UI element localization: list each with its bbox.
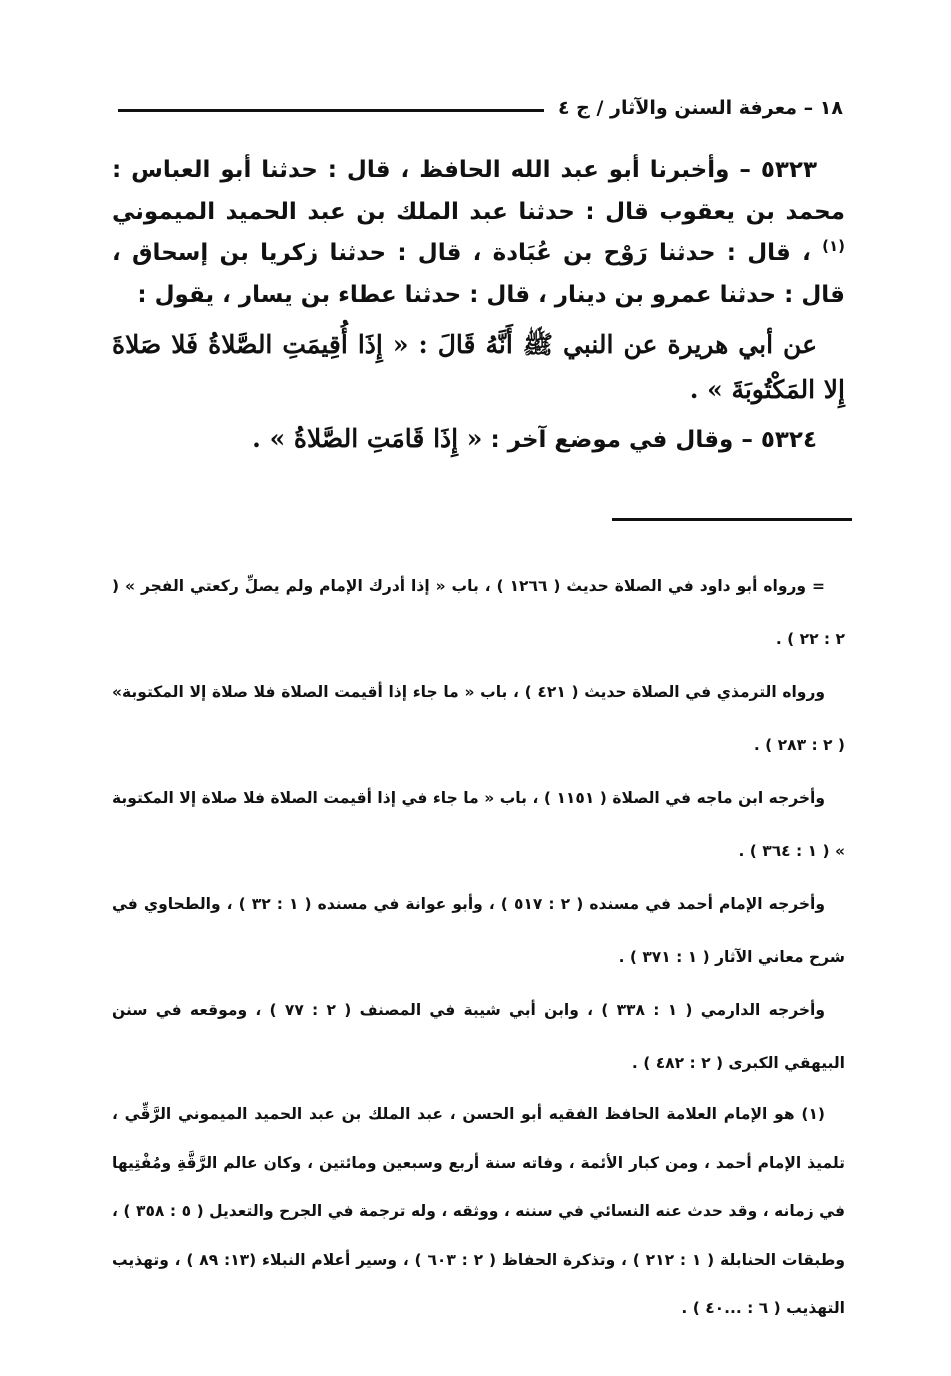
- hadith-quote: « إِذَا أُقِيمَتِ الصَّلاةُ فَلا صَلاةَ إِلا المَكْتُوبَةَ » .: [112, 330, 845, 404]
- footnote-darimi: وأخرجه الدارمي ( ١ : ٣٣٨ ) ، وابن أبي شيبة في المصنف ( ٢ : ٧٧ ) ، وموقعه في سنن البيهقي الكبرى ( ٢ : ٤٨٢ ) .: [112, 1001, 845, 1072]
- hadith-5324-text: ٥٣٢٤ – وقال في موضع آخر :: [490, 427, 817, 453]
- hadith-5323-intro: ٥٣٢٣ – وأخبرنا أبو عبد الله الحافظ ، قال : حدثنا أبو العباس : محمد بن يعقوب قال : حدثنا عبد الملك بن عبد الحميد الميموني: [112, 157, 845, 225]
- footnote-abu-dawud: = ورواه أبو داود في الصلاة حديث ( ١٢٦٦ ) ، باب « إذا أدرك الإمام ولم يصلِّ ركعتي الفجر » ( ٢ : ٢٢ ) .: [112, 577, 845, 648]
- footnote-ibn-majah: وأخرجه ابن ماجه في الصلاة ( ١١٥١ ) ، باب « ما جاء في إذا أقيمت الصلاة فلا صلاة إلا المكتوبة » ( ١ : ٣٦٤ ) .: [112, 789, 845, 860]
- hadith-narration: عن أبي هريرة عن النبي ﷺ أَنَّهُ قَالَ :: [418, 330, 817, 359]
- footnotes: [112, 560, 845, 1333]
- footnote-ahmad: وأخرجه الإمام أحمد في مسنده ( ٢ : ٥١٧ ) ، وأبو عوانة في مسنده ( ١ : ٣٢ ) ، والطحاوي في شرح معاني الآثار ( ١ : ٣٧١ ) .: [112, 895, 845, 966]
- footnote-tirmidhi: ورواه الترمذي في الصلاة حديث ( ٤٢١ ) ، باب « ما جاء إذا أقيمت الصلاة فلا صلاة إلا المكتوبة» ( ٢ : ٢٨٣ ) .: [112, 683, 845, 754]
- hadith-5323-chain: [112, 150, 845, 316]
- running-header: [118, 92, 843, 124]
- hadith-5323-rest: ، قال : حدثنا رَوْح بن عُبَادة ، قال : حدثنا زكريا بن إسحاق ، قال : حدثنا عمرو بن دينار ، قال : حدثنا عطاء بن يسار ، يقول :: [112, 240, 845, 308]
- footnote-separator: [612, 518, 852, 521]
- header-rule: [118, 109, 544, 112]
- hadith-5324: [112, 418, 845, 462]
- running-head-text: ١٨ – معرفة السنن والآثار / ج ٤: [557, 97, 843, 119]
- hadith-5324-quote: « إِذَا قَامَتِ الصَّلاةُ » .: [252, 424, 483, 453]
- footnote-1-biography: (١) هو الإمام العلامة الحافظ الفقيه أبو الحسن ، عبد الملك بن عبد الحميد الميموني الرَّقِّي ، تلميذ الإمام أحمد ، ومن كبار الأئمة ، وفاته سنة أربع وسبعين ومائتين ، وكان عالم الرَّقَّةِ ومُفْتِيها في زمانه ، وقد حدث عنه النسائي في سننه ، ووثقه ، وله ترجمة في الجرح والتعديل ( ٥ : ٣٥٨ ) ، وطبقات الحنابلة ( ١ : ٢١٢ ) ، وتذكرة الحفاظ ( ٢ : ٦٠٣ ) ، وسير أعلام النبلاء (١٣: ٨٩ ) ، وتهذيب التهذيب ( ٦ : ...٤٠ ) .: [112, 1105, 846, 1317]
- main-text: [112, 150, 845, 462]
- footnote-ref-1[interactable]: (١): [822, 237, 846, 255]
- hadith-5323-text: [112, 322, 845, 412]
